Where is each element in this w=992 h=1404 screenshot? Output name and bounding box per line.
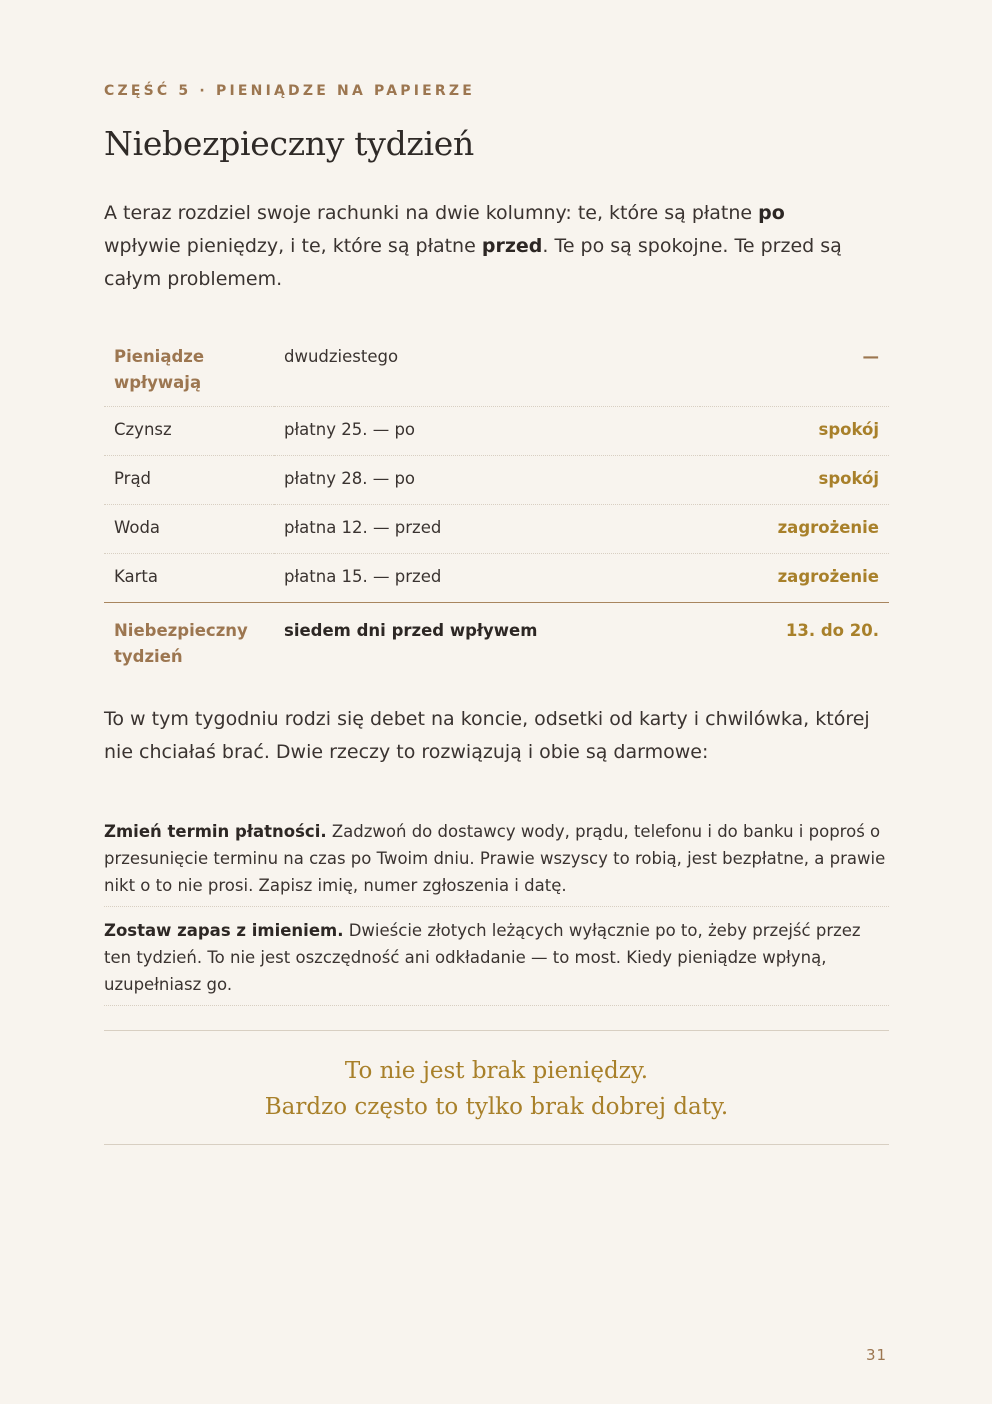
intro-text-2: wpływie pieniędzy, i te, które są płatne bbox=[104, 235, 482, 257]
intro-text-1: A teraz rozdziel swoje rachunki na dwie kolumny: te, które są płatne bbox=[104, 202, 759, 224]
page-number: 31 bbox=[866, 1346, 888, 1364]
table-row bbox=[104, 456, 889, 505]
danger-week-range: 13. do 20. bbox=[700, 603, 889, 681]
tip-body: Dwieście złotych leżących wyłącznie po to, żeby przejść przez ten tydzień. To nie jest oszczędność ani odkładanie — to most. Kiedy pieniądze wpłyną, uzupełniasz go. bbox=[104, 921, 861, 994]
bill-name: Prąd bbox=[104, 456, 274, 505]
bill-status: zagrożenie bbox=[700, 554, 889, 603]
bill-status: spokój bbox=[700, 456, 889, 505]
list-item bbox=[104, 917, 889, 1006]
bill-status: zagrożenie bbox=[700, 505, 889, 554]
tip-body: Zadzwoń do dostawcy wody, prądu, telefonu i do banku i poproś o przesunięcie terminu na czas po Twoim dniu. Prawie wszyscy to robią, jest bezpłatne, a prawie nikt o to nie prosi. Zapisz imię, numer zgłoszenia i datę. bbox=[104, 822, 886, 895]
section-eyebrow: CZĘŚĆ 5 · PIENIĄDZE NA PAPIERZE bbox=[104, 83, 475, 99]
table-row bbox=[104, 407, 889, 456]
bill-due: płatna 15. — przed bbox=[274, 554, 700, 603]
quote-line-1: To nie jest brak pieniędzy. bbox=[344, 1058, 649, 1084]
danger-week-label: Niebezpieczny tydzień bbox=[104, 603, 274, 681]
bill-due: płatna 12. — przed bbox=[274, 505, 700, 554]
income-label: Pieniądze wpływają bbox=[104, 334, 274, 407]
intro-bold-przed: przed bbox=[481, 235, 543, 257]
bill-name: Karta bbox=[104, 554, 274, 603]
income-status: — bbox=[700, 334, 889, 407]
intro-paragraph bbox=[104, 197, 864, 296]
bill-due: płatny 25. — po bbox=[274, 407, 700, 456]
payment-schedule-table bbox=[104, 334, 889, 680]
table-row bbox=[104, 554, 889, 603]
danger-week-desc: siedem dni przed wpływem bbox=[274, 603, 700, 681]
body-paragraph: To w tym tygodniu rodzi się debet na koncie, odsetki od karty i chwilówka, której nie chciałaś brać. Dwie rzeczy to rozwiązują i obie są darmowe: bbox=[104, 708, 870, 763]
income-date: dwudziestego bbox=[274, 334, 700, 407]
bill-due: płatny 28. — po bbox=[274, 456, 700, 505]
page-title: Niebezpieczny tydzień bbox=[104, 124, 474, 163]
bill-name: Czynsz bbox=[104, 407, 274, 456]
tip-title: Zmień termin płatności. bbox=[104, 822, 327, 841]
bill-name: Woda bbox=[104, 505, 274, 554]
quote-line-2: Bardzo często to tylko brak dobrej daty. bbox=[264, 1094, 729, 1120]
pull-quote bbox=[104, 1030, 889, 1145]
table-row bbox=[104, 505, 889, 554]
intro-text-3: . Te po są spokojne. Te przed są całym problemem. bbox=[104, 235, 842, 290]
bill-status: spokój bbox=[700, 407, 889, 456]
list-item bbox=[104, 818, 889, 907]
tips-list bbox=[104, 818, 889, 1016]
table-row-total bbox=[104, 603, 889, 681]
tip-title: Zostaw zapas z imieniem. bbox=[104, 921, 344, 940]
table-row-income bbox=[104, 334, 889, 407]
intro-bold-po: po bbox=[758, 202, 785, 224]
